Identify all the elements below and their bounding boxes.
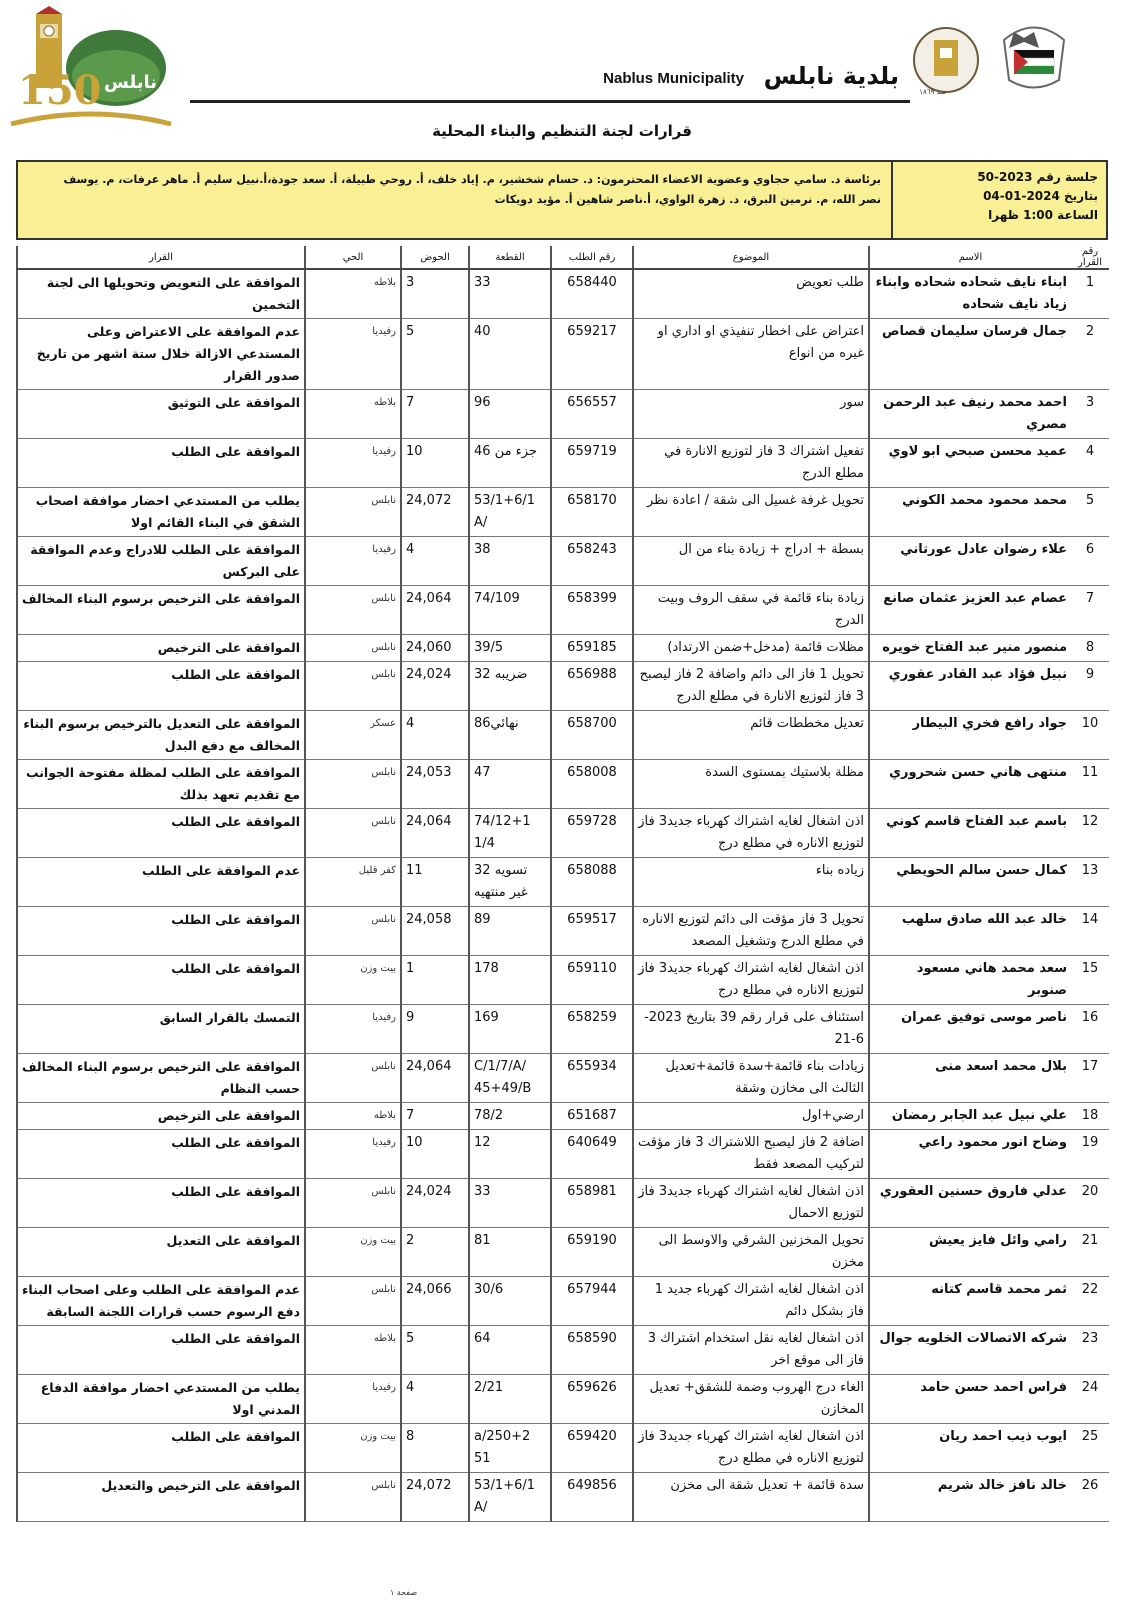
table-row xyxy=(17,635,1109,662)
decision-text: عدم الموافقة على الطلب xyxy=(17,858,305,907)
decision-text: الموافقة على التعديل بالترخيص برسوم البناء المخالف مع دفع البدل xyxy=(17,711,305,760)
basin-number: 24,060 xyxy=(401,635,469,662)
district-name: بيت وزن xyxy=(305,956,401,1005)
request-subject: مظلات قائمة (مدخل+ضمن الارتداد) xyxy=(633,635,869,662)
request-subject: اضافة 2 فاز ليصبح اللاشتراك 3 فاز مؤقت لتركيب المصعد فقط xyxy=(633,1130,869,1179)
col-header-parcel: القطعة xyxy=(469,246,551,269)
district-name: نابلس xyxy=(305,907,401,956)
decision-text: الموافقة على الطلب للادراج وعدم الموافقة على البركس xyxy=(17,537,305,586)
district-name: بلاطه xyxy=(305,390,401,439)
decision-number: 25 xyxy=(1071,1424,1109,1473)
table-row xyxy=(17,1277,1109,1326)
decision-number: 21 xyxy=(1071,1228,1109,1277)
col-header-decision: القرار xyxy=(17,246,305,269)
request-subject: تحويل غرفة غسيل الى شقة / اعادة نظر xyxy=(633,488,869,537)
basin-number: 1 xyxy=(401,956,469,1005)
decision-number: 12 xyxy=(1071,809,1109,858)
applicant-name: احمد محمد رنيف عبد الرحمن مصري xyxy=(869,390,1071,439)
basin-number: 24,064 xyxy=(401,809,469,858)
decision-text: الموافقة على الطلب xyxy=(17,1179,305,1228)
parcel-number: 74/109 xyxy=(469,586,551,635)
basin-number: 7 xyxy=(401,390,469,439)
decision-text: الموافقة على الطلب xyxy=(17,1130,305,1179)
request-number: 659728 xyxy=(551,809,633,858)
decision-text: التمسك بالقرار السابق xyxy=(17,1005,305,1054)
district-name: نابلس xyxy=(305,635,401,662)
request-number: 655934 xyxy=(551,1054,633,1103)
parcel-number: 47 xyxy=(469,760,551,809)
district-name: نابلس xyxy=(305,1054,401,1103)
decision-text: يطلب من المستدعي احضار موافقة الدفاع المدني اولا xyxy=(17,1375,305,1424)
request-number: 658170 xyxy=(551,488,633,537)
request-subject: طلب تعويض xyxy=(633,269,869,319)
established-label: منذ ١٨٦٩ xyxy=(919,88,946,96)
applicant-name: عصام عبد العزيز عثمان صانع xyxy=(869,586,1071,635)
decision-number: 23 xyxy=(1071,1326,1109,1375)
request-subject: اذن اشغال لغايه اشتراك كهرباء جديد3 فاز لتوزيع الاناره في مطلع درج xyxy=(633,956,869,1005)
parcel-number: جزء من 46 xyxy=(469,439,551,488)
parcel-number: 53/1+6/1 A/ xyxy=(469,488,551,537)
applicant-name: رامي وائل فايز يعيش xyxy=(869,1228,1071,1277)
svg-text:150: 150 xyxy=(18,67,102,114)
district-name: كفر قليل xyxy=(305,858,401,907)
table-row xyxy=(17,1473,1109,1522)
decision-text: الموافقة على الترخيص xyxy=(17,1103,305,1130)
decision-number: 8 xyxy=(1071,635,1109,662)
col-header-subject: الموضوع xyxy=(633,246,869,269)
table-row xyxy=(17,1179,1109,1228)
parcel-number: a/250+2 51 xyxy=(469,1424,551,1473)
parcel-number: 78/2 xyxy=(469,1103,551,1130)
request-number: 659626 xyxy=(551,1375,633,1424)
applicant-name: علاء رضوان عادل عورتاني xyxy=(869,537,1071,586)
decision-number: 26 xyxy=(1071,1473,1109,1522)
district-name: نابلس xyxy=(305,488,401,537)
table-row xyxy=(17,858,1109,907)
table-row xyxy=(17,662,1109,711)
request-number: 656557 xyxy=(551,390,633,439)
district-name: نابلس xyxy=(305,1473,401,1522)
members-line-1: برئاسة د. سامي حجاوي وعضوية الاعضاء المحترمون: د. حسام شخشير، م. إياد خلف، أ. روحي طبيلة، أ. سعد جودة،أ.نبيل سليم أ. ماهر عرفات، م. يوسف xyxy=(63,173,881,186)
request-subject: تفعيل اشتراك 3 فاز لتوزيع الانارة في مطلع الدرج xyxy=(633,439,869,488)
table-row xyxy=(17,1103,1109,1130)
decision-number: 19 xyxy=(1071,1130,1109,1179)
applicant-name: محمد محمود محمد الكوني xyxy=(869,488,1071,537)
table-row xyxy=(17,269,1109,319)
request-number: 656988 xyxy=(551,662,633,711)
table-row xyxy=(17,1054,1109,1103)
decision-number: 5 xyxy=(1071,488,1109,537)
basin-number: 5 xyxy=(401,1326,469,1375)
district-name: نابلس xyxy=(305,1277,401,1326)
session-info-box xyxy=(16,160,1108,240)
document-title: قرارات لجنة التنظيم والبناء المحلية xyxy=(432,122,692,140)
request-number: 651687 xyxy=(551,1103,633,1130)
district-name: بلاطه xyxy=(305,1326,401,1375)
district-name: نابلس xyxy=(305,662,401,711)
table-row xyxy=(17,809,1109,858)
request-subject: اعتراض على اخطار تنفيذي او اداري او غيره من انواع xyxy=(633,319,869,390)
request-subject: اذن اشغال لغايه اشتراك كهرباء جديد3 فاز لتوزيع الاناره في مطلع درج xyxy=(633,1424,869,1473)
table-row xyxy=(17,1130,1109,1179)
applicant-name: خالد عبد الله صادق سلهب xyxy=(869,907,1071,956)
table-row xyxy=(17,488,1109,537)
table-row xyxy=(17,1326,1109,1375)
table-row xyxy=(17,537,1109,586)
col-header-basin: الحوض xyxy=(401,246,469,269)
district-name: رفيديا xyxy=(305,1130,401,1179)
parcel-number: 96 xyxy=(469,390,551,439)
session-number: جلسة رقم 2023-50 xyxy=(977,170,1098,184)
committee-members xyxy=(41,170,881,210)
decisions-table xyxy=(16,246,1109,1522)
session-date: بتاريخ 2024-01-04 xyxy=(983,189,1098,203)
page-number: صفحة ١ xyxy=(390,1588,418,1597)
request-number: 659420 xyxy=(551,1424,633,1473)
request-number: 659719 xyxy=(551,439,633,488)
basin-number: 24,053 xyxy=(401,760,469,809)
decision-text: الموافقة على الطلب xyxy=(17,1424,305,1473)
basin-number: 4 xyxy=(401,711,469,760)
request-subject: اذن اشغال لغايه اشتراك كهرباء جديد 1 فاز بشكل دائم xyxy=(633,1277,869,1326)
table-row xyxy=(17,586,1109,635)
table-row xyxy=(17,1228,1109,1277)
applicant-name: منتهى هاني حسن شحروري xyxy=(869,760,1071,809)
district-name: نابلس xyxy=(305,1179,401,1228)
decision-number: 13 xyxy=(1071,858,1109,907)
decision-text: الموافقة على الترخيص xyxy=(17,635,305,662)
request-number: 658088 xyxy=(551,858,633,907)
request-subject: الغاء درج الهروب وضمة للشقق+ تعديل المخازن xyxy=(633,1375,869,1424)
decision-text: الموافقة على الطلب xyxy=(17,809,305,858)
table-row xyxy=(17,319,1109,390)
applicant-name: ثمر محمد قاسم كتانه xyxy=(869,1277,1071,1326)
decision-number: 15 xyxy=(1071,956,1109,1005)
applicant-name: ناصر موسى توفيق عمران xyxy=(869,1005,1071,1054)
request-number: 658700 xyxy=(551,711,633,760)
svg-text:نابلس: نابلس xyxy=(104,72,158,93)
request-number: 657944 xyxy=(551,1277,633,1326)
request-number: 658259 xyxy=(551,1005,633,1054)
applicant-name: فراس احمد حسن حامد xyxy=(869,1375,1071,1424)
parcel-number: 39/5 xyxy=(469,635,551,662)
col-header-num: رقم القرار xyxy=(1071,246,1109,269)
request-subject: سور xyxy=(633,390,869,439)
basin-number: 5 xyxy=(401,319,469,390)
district-name: رفيديا xyxy=(305,537,401,586)
basin-number: 24,066 xyxy=(401,1277,469,1326)
session-details xyxy=(891,162,1106,238)
parcel-number: 12 xyxy=(469,1130,551,1179)
district-name: نابلس xyxy=(305,586,401,635)
request-subject: اذن اشغال لغايه نقل استخدام اشتراك 3 فاز الى موقع اخر xyxy=(633,1326,869,1375)
table-row xyxy=(17,1424,1109,1473)
request-number: 659190 xyxy=(551,1228,633,1277)
request-number: 659185 xyxy=(551,635,633,662)
request-subject: تحويل 3 فاز مؤقت الى دائم لتوزيع الاناره في مطلع الدرج وتشغيل المصعد xyxy=(633,907,869,956)
decision-text: الموافقة على الترخيص والتعديل xyxy=(17,1473,305,1522)
district-name: بلاطه xyxy=(305,269,401,319)
table-body xyxy=(17,269,1109,1522)
table-header xyxy=(17,246,1109,269)
basin-number: 10 xyxy=(401,1130,469,1179)
decision-number: 9 xyxy=(1071,662,1109,711)
applicant-name: باسم عبد الفتاح قاسم كوني xyxy=(869,809,1071,858)
request-number: 658243 xyxy=(551,537,633,586)
basin-number: 24,024 xyxy=(401,1179,469,1228)
table-row xyxy=(17,956,1109,1005)
parcel-number: 30/6 xyxy=(469,1277,551,1326)
applicant-name: منصور منير عبد الفتاح خويره xyxy=(869,635,1071,662)
applicant-name: عميد محسن صبحي ابو لاوي xyxy=(869,439,1071,488)
request-number: 658440 xyxy=(551,269,633,319)
applicant-name: علي نبيل عبد الجابر رمضان xyxy=(869,1103,1071,1130)
basin-number: 24,024 xyxy=(401,662,469,711)
col-header-district: الحي xyxy=(305,246,401,269)
district-name: نابلس xyxy=(305,760,401,809)
parcel-number: 38 xyxy=(469,537,551,586)
decision-number: 17 xyxy=(1071,1054,1109,1103)
request-subject: مظلة بلاستيك بمستوى السدة xyxy=(633,760,869,809)
request-subject: ارضي+اول xyxy=(633,1103,869,1130)
applicant-name: جمال فرسان سليمان قصاص xyxy=(869,319,1071,390)
basin-number: 7 xyxy=(401,1103,469,1130)
request-subject: اذن اشغال لغايه اشتراك كهرباء جديد3 فاز لتوزيع الاحمال xyxy=(633,1179,869,1228)
decision-number: 18 xyxy=(1071,1103,1109,1130)
parcel-number: 2/21 xyxy=(469,1375,551,1424)
parcel-number: 33 xyxy=(469,1179,551,1228)
district-name: رفيديا xyxy=(305,439,401,488)
applicant-name: نبيل فؤاد عبد القادر عقوري xyxy=(869,662,1071,711)
request-number: 658981 xyxy=(551,1179,633,1228)
basin-number: 10 xyxy=(401,439,469,488)
basin-number: 24,072 xyxy=(401,1473,469,1522)
district-name: رفيديا xyxy=(305,319,401,390)
district-name: رفيديا xyxy=(305,1375,401,1424)
request-subject: سدة قائمة + تعديل شقة الى مخزن xyxy=(633,1473,869,1522)
decision-text: الموافقة على التعديل xyxy=(17,1228,305,1277)
col-header-request: رقم الطلب xyxy=(551,246,633,269)
decision-number: 14 xyxy=(1071,907,1109,956)
applicant-name: ايوب ذيب احمد ريان xyxy=(869,1424,1071,1473)
request-number: 658008 xyxy=(551,760,633,809)
decision-text: عدم الموافقة على الطلب وعلى اصحاب البناء دفع الرسوم حسب قرارات اللجنة السابقة xyxy=(17,1277,305,1326)
request-number: 658399 xyxy=(551,586,633,635)
session-time: الساعة 1:00 ظهرا xyxy=(988,208,1098,222)
applicant-name: سعد محمد هاني مسعود صنوبر xyxy=(869,956,1071,1005)
decision-text: يطلب من المستدعي احضار موافقة اصحاب الشقق في البناء القائم اولا xyxy=(17,488,305,537)
decision-text: الموافقة على الترخيص برسوم البناء المخالف حسب النظام xyxy=(17,1054,305,1103)
district-name: بيت وزن xyxy=(305,1424,401,1473)
parcel-number: 74/12+1 1/4 xyxy=(469,809,551,858)
parcel-number: 86نهائي xyxy=(469,711,551,760)
decision-number: 22 xyxy=(1071,1277,1109,1326)
applicant-name: جواد رافع فخري البيطار xyxy=(869,711,1071,760)
request-number: 659110 xyxy=(551,956,633,1005)
decision-text: الموافقة على الطلب xyxy=(17,956,305,1005)
decision-number: 10 xyxy=(1071,711,1109,760)
table-row xyxy=(17,711,1109,760)
basin-number: 11 xyxy=(401,858,469,907)
decision-number: 16 xyxy=(1071,1005,1109,1054)
basin-number: 24,064 xyxy=(401,586,469,635)
decision-text: الموافقة على الطلب لمظلة مفتوحة الجوانب مع تقديم تعهد بذلك xyxy=(17,760,305,809)
district-name: عسكر xyxy=(305,711,401,760)
request-subject: تحويل 1 فاز الى دائم واضافة 2 فاز ليصبح 3 فاز لتوزيع الانارة في مطلع الدرج xyxy=(633,662,869,711)
applicant-name: خالد نافز خالد شريم xyxy=(869,1473,1071,1522)
decision-number: 6 xyxy=(1071,537,1109,586)
request-number: 640649 xyxy=(551,1130,633,1179)
basin-number: 24,058 xyxy=(401,907,469,956)
request-subject: تحويل المخزنين الشرقي والاوسط الى مخزن xyxy=(633,1228,869,1277)
decision-text: الموافقة على التوثيق xyxy=(17,390,305,439)
applicant-name: كمال حسن سالم الحويطي xyxy=(869,858,1071,907)
decision-number: 24 xyxy=(1071,1375,1109,1424)
decision-number: 1 xyxy=(1071,269,1109,319)
header-rule xyxy=(190,100,910,103)
decision-number: 4 xyxy=(1071,439,1109,488)
district-name: رفيديا xyxy=(305,1005,401,1054)
basin-number: 4 xyxy=(401,1375,469,1424)
request-number: 649856 xyxy=(551,1473,633,1522)
parcel-number: 169 xyxy=(469,1005,551,1054)
basin-number: 4 xyxy=(401,537,469,586)
applicant-name: وضاح انور محمود راعي xyxy=(869,1130,1071,1179)
request-subject: اذن اشغال لغايه اشتراك كهرباء جديد3 فاز لتوزيع الاناره في مطلع درج xyxy=(633,809,869,858)
decision-text: الموافقة على الترخيص برسوم البناء المخالف xyxy=(17,586,305,635)
applicant-name: بلال محمد اسعد منى xyxy=(869,1054,1071,1103)
decision-text: عدم الموافقة على الاعتراض وعلى المستدعي الازالة خلال ستة اشهر من تاريخ صدور القرار xyxy=(17,319,305,390)
applicant-name: ابناء نايف شحاده شحاده وابناء زياد نايف شحاده xyxy=(869,269,1071,319)
municipality-name-ar: بلدية نابلس xyxy=(763,62,899,90)
request-number: 659217 xyxy=(551,319,633,390)
municipality-name-en: Nablus Municipality xyxy=(603,70,744,87)
members-line-2: نصر الله، م. نرمين البرق، د. زهرة الواوي، أ.ناصر شاهين أ. مؤيد دويكات xyxy=(494,193,881,206)
table-row xyxy=(17,907,1109,956)
decision-number: 11 xyxy=(1071,760,1109,809)
request-subject: بسطة + ادراج + زيادة بناء من ال xyxy=(633,537,869,586)
decision-number: 3 xyxy=(1071,390,1109,439)
decision-text: الموافقة على الطلب xyxy=(17,439,305,488)
table-row xyxy=(17,390,1109,439)
district-name: بيت وزن xyxy=(305,1228,401,1277)
parcel-number: 64 xyxy=(469,1326,551,1375)
parcel-number: 178 xyxy=(469,956,551,1005)
basin-number: 9 xyxy=(401,1005,469,1054)
district-name: نابلس xyxy=(305,809,401,858)
parcel-number: 32 تسويه غير منتهيه xyxy=(469,858,551,907)
request-subject: زيادة بناء قائمة في سقف الروف وبيت الدرج xyxy=(633,586,869,635)
page-header xyxy=(0,0,1124,150)
basin-number: 3 xyxy=(401,269,469,319)
basin-number: 24,072 xyxy=(401,488,469,537)
applicant-name: عدلي فاروق حسنين العقوري xyxy=(869,1179,1071,1228)
request-number: 658590 xyxy=(551,1326,633,1375)
request-subject: زياده بناء xyxy=(633,858,869,907)
decision-text: الموافقة على الطلب xyxy=(17,907,305,956)
parcel-number: 40 xyxy=(469,319,551,390)
parcel-number: 53/1+6/1 A/ xyxy=(469,1473,551,1522)
parcel-number: C/1/7/A/ 45+49/B xyxy=(469,1054,551,1103)
basin-number: 8 xyxy=(401,1424,469,1473)
basin-number: 2 xyxy=(401,1228,469,1277)
request-number: 659517 xyxy=(551,907,633,956)
decision-text: الموافقة على التعويض وتحويلها الى لجنة التخمين xyxy=(17,269,305,319)
col-header-name: الاسم xyxy=(869,246,1071,269)
district-name: بلاطه xyxy=(305,1103,401,1130)
table-row xyxy=(17,1375,1109,1424)
parcel-number: 89 xyxy=(469,907,551,956)
decision-number: 2 xyxy=(1071,319,1109,390)
table-row xyxy=(17,1005,1109,1054)
decision-number: 7 xyxy=(1071,586,1109,635)
decision-text: الموافقة على الطلب xyxy=(17,662,305,711)
parcel-number: 32 ضريبه xyxy=(469,662,551,711)
applicant-name: شركه الاتصالات الخلويه جوال xyxy=(869,1326,1071,1375)
decision-number: 20 xyxy=(1071,1179,1109,1228)
parcel-number: 81 xyxy=(469,1228,551,1277)
request-subject: استئناف على قرار رقم 39 بتاريخ 2023-6-21 xyxy=(633,1005,869,1054)
nablus-150-logo xyxy=(6,6,176,136)
decision-text: الموافقة على الطلب xyxy=(17,1326,305,1375)
table-row xyxy=(17,439,1109,488)
request-subject: تعديل مخططات قائم xyxy=(633,711,869,760)
basin-number: 24,064 xyxy=(401,1054,469,1103)
parcel-number: 33 xyxy=(469,269,551,319)
table-row xyxy=(17,760,1109,809)
request-subject: زيادات بناء قائمة+سدة قائمة+تعديل الثالث الى مخازن وشقة xyxy=(633,1054,869,1103)
